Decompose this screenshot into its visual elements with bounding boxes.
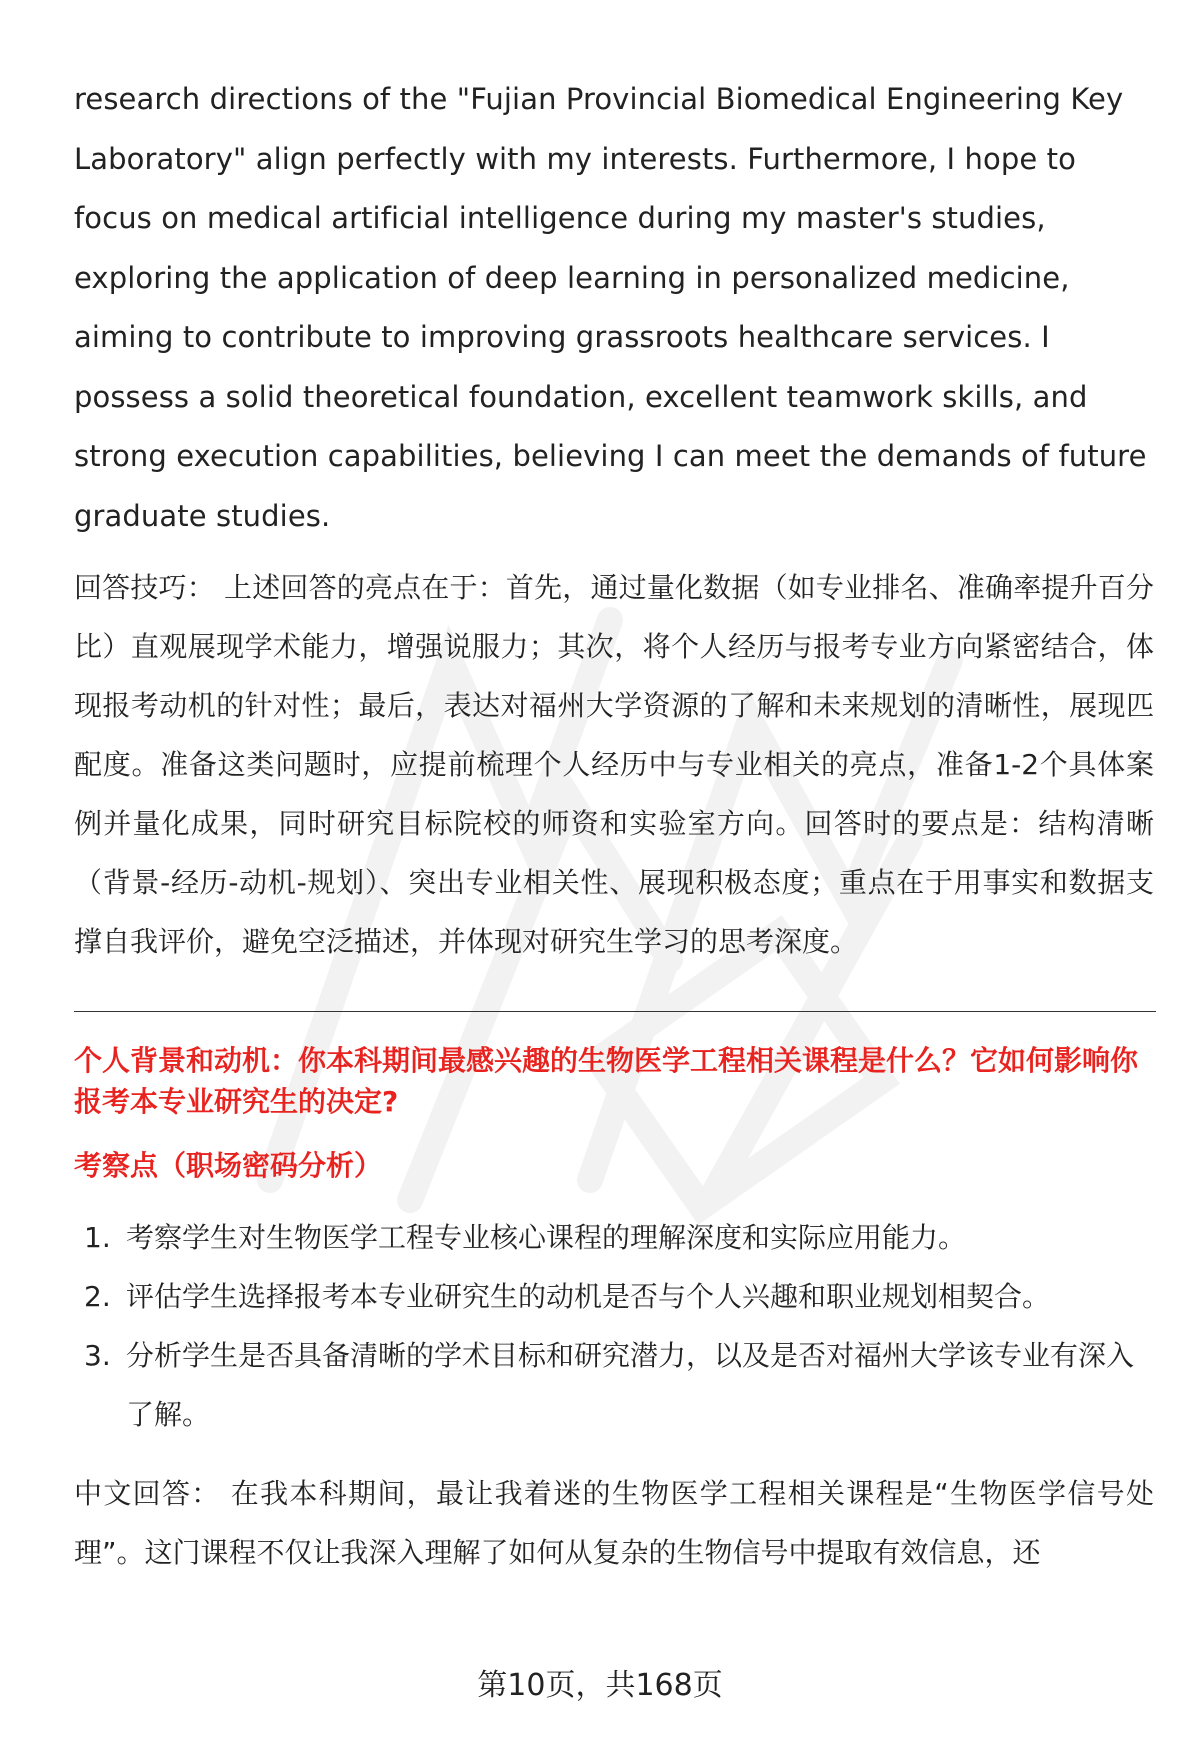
focus-point-number: 2. — [84, 1280, 111, 1313]
answer-tips-label: 回答技巧： — [74, 571, 215, 604]
chinese-answer-label: 中文回答： — [74, 1477, 221, 1510]
focus-points-heading: 考察点（职场密码分析） — [74, 1149, 383, 1182]
chinese-answer-text: 在我本科期间，最让我着迷的生物医学工程相关课程是“生物医学信号处理”。这门课程不仅让我深入理解了如何从复杂的生物信号中提取有效信息，还 — [74, 1477, 1154, 1569]
focus-point-text: 考察学生对生物医学工程专业核心课程的理解深度和实际应用能力。 — [126, 1221, 967, 1254]
focus-point-number: 1. — [84, 1221, 111, 1254]
focus-point-text: 分析学生是否具备清晰的学术目标和研究潜力，以及是否对福州大学该专业有深入了解。 — [126, 1339, 1135, 1431]
focus-point-item — [74, 1208, 1154, 1267]
focus-point-item — [74, 1326, 1154, 1444]
english-answer-paragraph: research directions of the "Fujian Provincial Biomedical Engineering Key Laboratory" align perfectly with my interests. Furthermore, I hope to focus on medical artificial intelligence during my master's studies, exploring the application of deep learning in personalized medicine, aiming to contribute to improving grassroots healthcare services. I possess a solid theoretical foundation, excellent teamwork skills, and strong execution capabilities, believing I can meet the demands of future graduate studies. — [74, 82, 1147, 533]
focus-point-text: 评估学生选择报考本专业研究生的动机是否与个人兴趣和职业规划相契合。 — [126, 1280, 1051, 1313]
focus-point-number: 3. — [84, 1339, 111, 1372]
focus-points-list — [74, 1208, 1154, 1444]
answer-tips-paragraph — [74, 558, 1154, 971]
focus-point-item — [74, 1267, 1154, 1326]
page-footer: 第10页，共168页 — [477, 1668, 723, 1703]
chinese-answer-paragraph — [74, 1464, 1154, 1582]
section-divider — [74, 1011, 1156, 1012]
answer-tips-text: 上述回答的亮点在于：首先，通过量化数据（如专业排名、准确率提升百分比）直观展现学术能力，增强说服力；其次，将个人经历与报考专业方向紧密结合，体现报考动机的针对性；最后，表达对福州大学资源的了解和未来规划的清晰性，展现匹配度。准备这类问题时，应提前梳理个人经历中与专业相关的亮点，准备1-2个具体案例并量化成果，同时研究目标院校的师资和实验室方向。回答时的要点是：结构清晰（背景-经历-动机-规划）、突出专业相关性、展现积极态度；重点在于用事实和数据支撑自我评价，避免空泛描述，并体现对研究生学习的思考深度。 — [74, 571, 1154, 958]
question-heading: 个人背景和动机：你本科期间最感兴趣的生物医学工程相关课程是什么？它如何影响你报考本专业研究生的决定? — [74, 1044, 1139, 1118]
document-page — [74, 70, 1154, 1582]
